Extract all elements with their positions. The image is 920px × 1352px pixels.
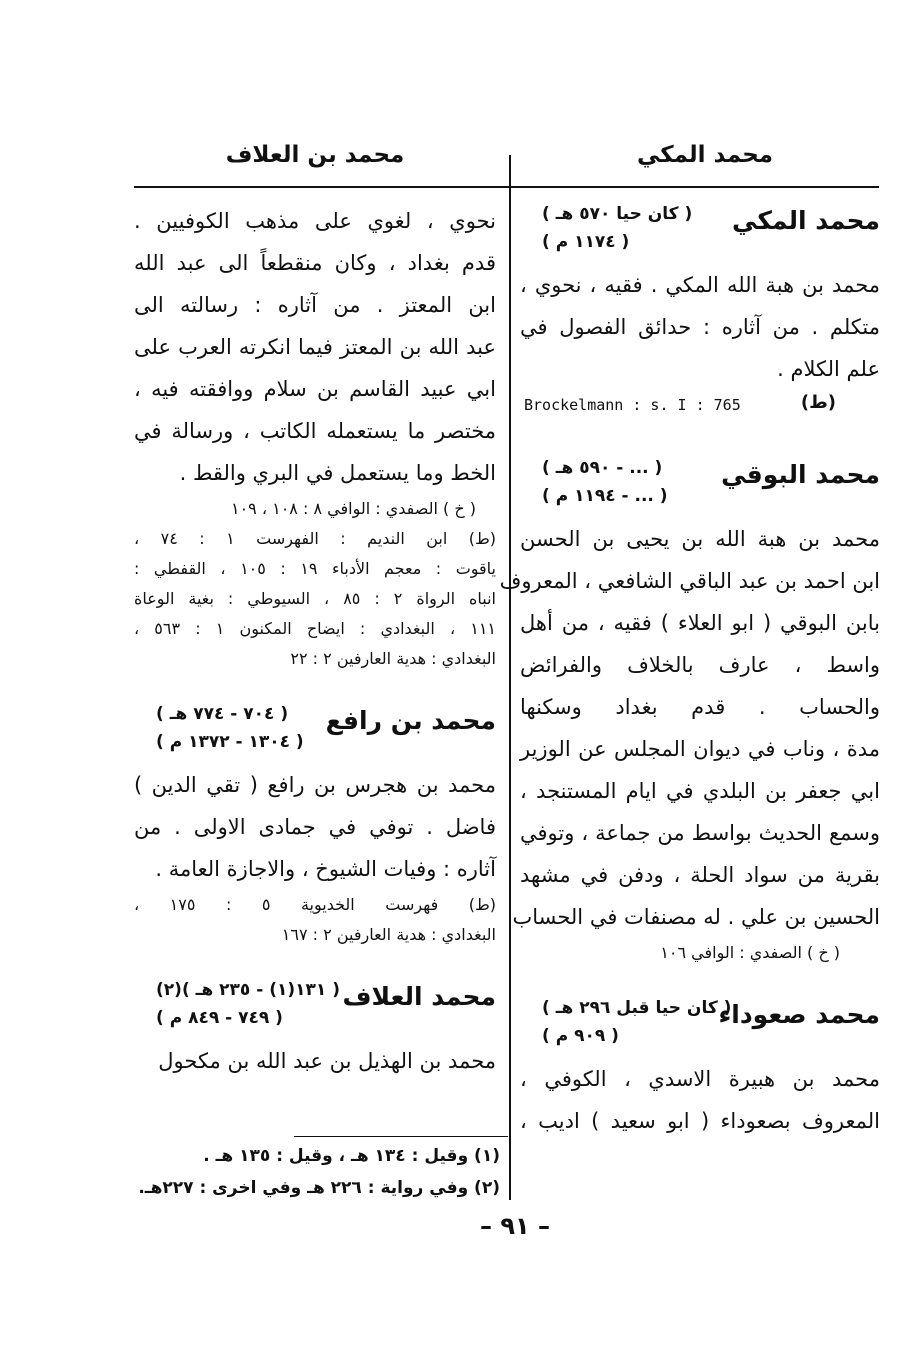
- date-hijri: ( كان حيا قبل ٢٩٦ هـ ): [542, 998, 732, 1018]
- entry-dates: [542, 454, 668, 510]
- body-line: محمد بن هجرس بن رافع ( تقي الدين ): [134, 773, 496, 797]
- right-column: [499, 198, 880, 1142]
- entry-name: محمد المكي: [732, 206, 880, 235]
- entry-header: [134, 698, 496, 764]
- reference-line: [520, 390, 880, 428]
- body-line: الحسين بن علي . له مصنفات في الحساب: [512, 905, 880, 929]
- entry-al-makki: [520, 198, 880, 428]
- body-line: واسط ، عارف بالخلاف والفرائض: [520, 653, 880, 677]
- entry-header: [520, 452, 880, 518]
- body-line: متكلم . من آثاره : حدائق الفصول في: [520, 315, 880, 339]
- body-line: ابي عبيد القاسم بن سلام ووافقته فيه ،: [134, 377, 496, 401]
- footnote-1: (١) وقيل : ١٣٤ هـ ، وقيل : ١٣٥ هـ .: [203, 1146, 500, 1166]
- date-hijri: ( كان حيا ٥٧٠ هـ ): [542, 204, 693, 224]
- body-line: مدة ، وناب في ديوان المجلس عن الوزير: [520, 737, 880, 761]
- date-gregorian: ( ... - ١١٩٤ م ): [542, 486, 668, 506]
- body-line: فاضل . توفي في جمادى الاولى . من: [134, 815, 496, 839]
- date-gregorian: ( ٩٠٩ م ): [542, 1026, 619, 1046]
- entry-continuation: [134, 200, 496, 674]
- entry-dates: [156, 700, 304, 756]
- column-divider: [509, 155, 511, 1200]
- date-hijri: ( ... - ٥٩٠ هـ ): [542, 458, 663, 478]
- entry-ibn-rafi: [134, 698, 496, 950]
- source-line: ( خ ) الصفدي : الوافي ١٠٦: [660, 943, 840, 962]
- running-header-right: محمد المكي: [636, 142, 774, 168]
- header-rule: [134, 186, 879, 188]
- body-line: وسمع الحديث بواسط من جماعة ، وتوفي: [520, 821, 880, 845]
- entry-dates: [542, 200, 692, 256]
- source-line: ( خ ) الصفدي : الوافي ٨ : ١٠٨ ، ١٠٩: [230, 499, 476, 518]
- reference-text: Brockelmann : s. I : 765: [524, 396, 741, 414]
- body-line: المعروف بصعوداء ( ابو سعيد ) اديب ،: [520, 1109, 880, 1133]
- entry-name: محمد البوقي: [721, 460, 880, 489]
- body-line: ابن المعتز . من آثاره : رسالته الى: [134, 293, 496, 317]
- date-gregorian: ( ١١٧٤ م ): [542, 232, 630, 252]
- body-line: والحساب . قدم بغداد وسكنها: [520, 695, 880, 719]
- entry-dates: [156, 976, 340, 1032]
- running-header-left: محمد بن العلاف: [225, 142, 405, 168]
- reference-mark: (ط): [800, 392, 836, 413]
- entry-al-buqi: [499, 452, 880, 968]
- source-line: البغدادي : هدية العارفين ٢ : ١٦٧: [281, 925, 496, 944]
- footnote-2: (٢) وفي رواية : ٢٢٦ هـ وفي اخرى : ٢٢٧هـ.: [138, 1178, 500, 1198]
- body-line: عبد الله بن المعتز فيما انكرته العرب على: [134, 335, 496, 359]
- entry-name: محمد بن رافع: [325, 706, 496, 735]
- body-line: محمد بن هبيرة الاسدي ، الكوفي ،: [520, 1067, 880, 1091]
- body-line: قدم بغداد ، وكان منقطعاً الى عبد الله: [134, 251, 496, 275]
- entry-dates: [542, 994, 731, 1050]
- entry-header: [134, 974, 496, 1040]
- entry-suudaa: [520, 992, 880, 1142]
- body-line: محمد بن الهذيل بن عبد الله بن مكحول: [158, 1049, 496, 1073]
- source-line: ياقوت : معجم الأدباء ١٩ : ١٠٥ ، القفطي :: [134, 559, 497, 578]
- body-line: محمد بن هبة الله بن يحيى بن الحسن: [520, 527, 880, 551]
- entry-header: [520, 992, 880, 1058]
- body-line: مختصر ما يستعمله الكاتب ، ورسالة في: [134, 419, 496, 443]
- body-line: الخط وما يستعمل في البري والقط .: [179, 461, 496, 485]
- body-line: علم الكلام .: [777, 357, 880, 381]
- footnote-rule: [294, 1136, 508, 1137]
- source-line: ١١١ ، البغدادي : ايضاح المكنون ١ : ٥٦٣ ،: [134, 619, 497, 638]
- date-gregorian: ( ٧٤٩ - ٨٤٩ م ): [156, 1008, 283, 1028]
- source-line: البغدادي : هدية العارفين ٢ : ٢٢: [290, 649, 496, 668]
- entry-gap: [134, 674, 496, 698]
- body-line: محمد بن هبة الله المكي . فقيه ، نحوي ،: [520, 273, 880, 297]
- entry-gap: [520, 428, 880, 452]
- left-column: [134, 200, 496, 1082]
- entry-name: محمد صعوداء: [718, 1000, 880, 1029]
- date-hijri: ( ١٣١(١) - ٢٣٥ هـ )(٢): [156, 980, 340, 1000]
- source-line: (ط) فهرست الخديوية ٥ : ١٧٥ ،: [134, 895, 497, 914]
- body-line: آثاره : وفيات الشيوخ ، والاجازة العامة .: [155, 857, 496, 881]
- body-line: نحوي ، لغوي على مذهب الكوفيين .: [134, 209, 496, 233]
- source-line: (ط) ابن النديم : الفهرست ١ : ٧٤ ،: [134, 529, 497, 548]
- date-hijri: ( ٧٠٤ - ٧٧٤ هـ ): [156, 704, 289, 724]
- body-line: بقرية من سواد الحلة ، ودفن في مشهد: [520, 863, 880, 887]
- date-gregorian: ( ١٣٠٤ - ١٣٧٢ م ): [156, 732, 304, 752]
- body-line: بابن البوقي ( ابو العلاء ) فقيه ، من أهل: [520, 611, 880, 635]
- page-number: – ٩١ –: [479, 1212, 550, 1240]
- entry-header: [520, 198, 880, 264]
- entry-al-allaf: [134, 974, 496, 1082]
- body-line: ابي جعفر بن البلدي في ايام المستنجد ،: [520, 779, 880, 803]
- body-line: ابن احمد بن عبد الباقي الشافعي ، المعروف: [499, 569, 880, 593]
- entry-gap: [520, 968, 880, 992]
- entry-name: محمد العلاف: [342, 982, 496, 1011]
- source-line: انباه الرواة ٢ : ٨٥ ، السيوطي : بغية الوعاة: [134, 589, 496, 608]
- entry-gap: [134, 950, 496, 974]
